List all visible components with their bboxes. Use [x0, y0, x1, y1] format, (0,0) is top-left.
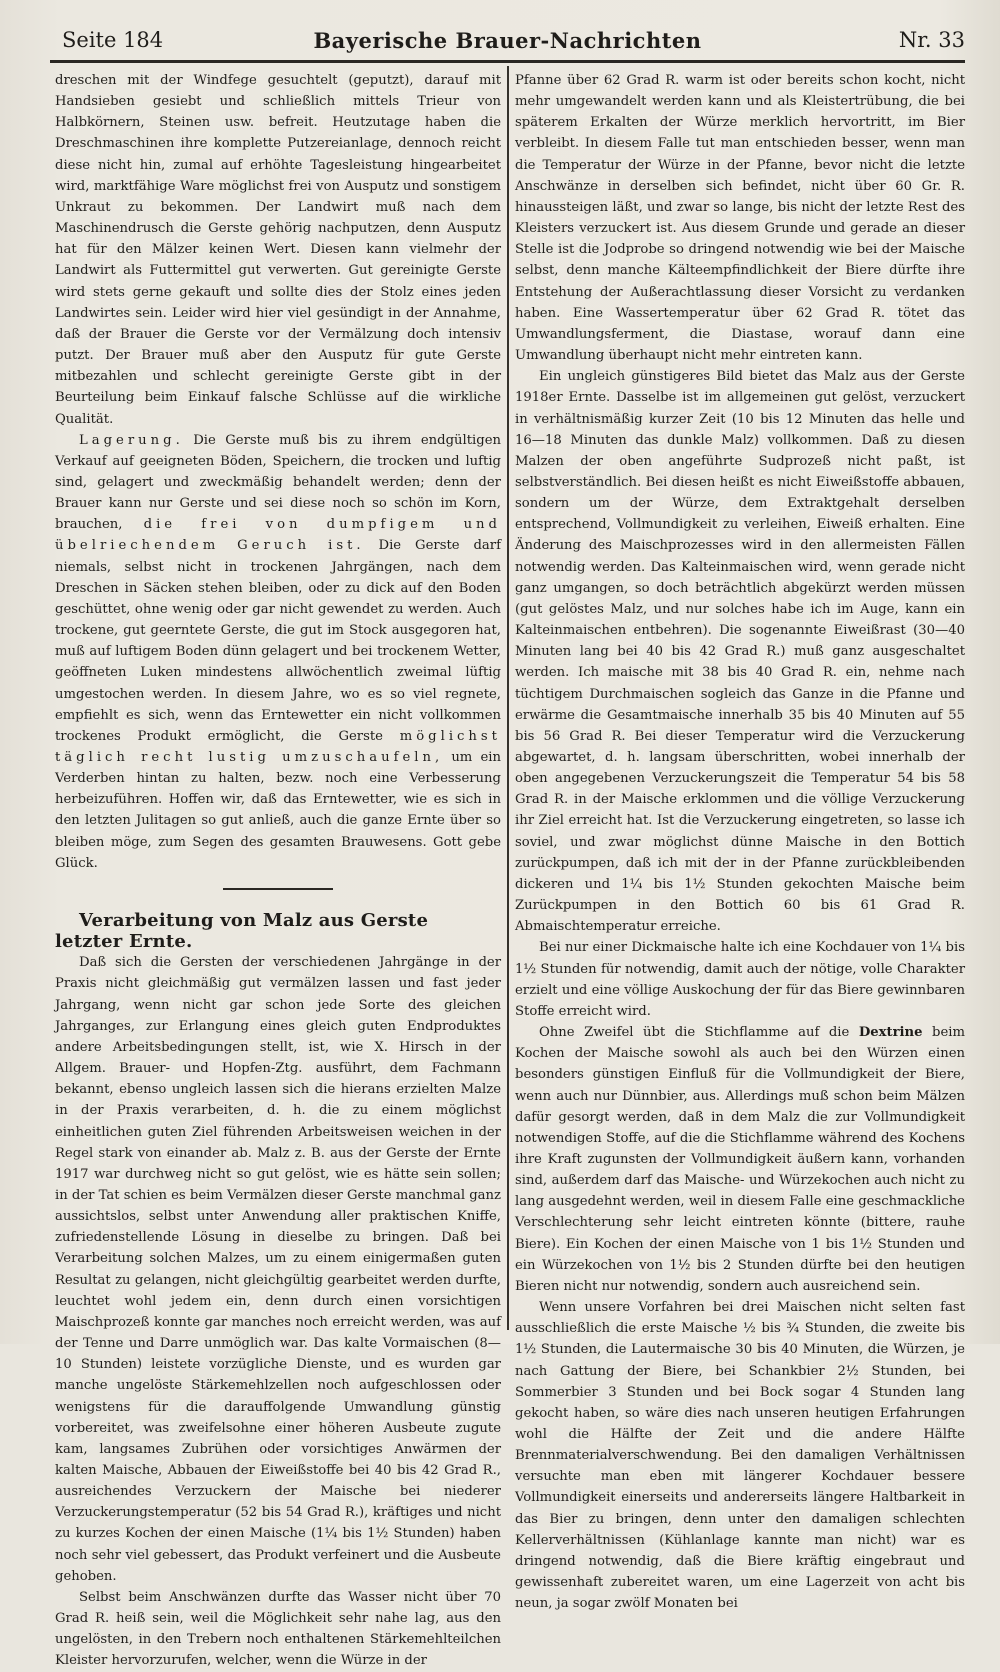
paragraph: Wenn unsere Vorfahren bei drei Maischen nicht selten fast ausschließlich die erste Maische ½ bis ¾ Stunden, die zweite bis 1½ Stunden, die Lautermaische 30 bis 40 Minuten, die Würzen, je nach Gattung der Biere, bei Schankbier 2½ Stunden, bei Sommerbier 3 Stunden und bei Bock sogar 4 Stunden lang gekocht haben, so wäre dies nach unseren heutigen Erfahrungen wohl die Hälfte der Zeit und die andere Hälfte Brennmaterialverschwendung. Bei den damaligen Verhältnissen versuchte man eben mit längerer Kochdauer bessere Vollmundigkeit einerseits und andererseits längere Haltbarkeit in das Bier zu bringen, denn unter den damaligen schlechten Kellerverhältnissen (Kühlanlage kannte man nicht) war es dringend notwendig, daß die Biere kräftig eingebraut und gewissenhaft zubereitet waren, um eine Lagerzeit von acht bis neun, ja sogar zwölf Monaten bei	[515, 1300, 965, 1612]
column-divider	[507, 66, 509, 1330]
text-run: beim Kochen der Maische sowohl als auch bei den Würzen einen besonders günstigen Einfluß für die Vollmundigkeit der Biere, wenn auch nur Dünnbier, aus. Allerdings muß schon beim Mälzen dafür gesorgt werden, daß in dem Malz die zur Vollmundigkeit notwendigen Stoffe, auf die die Stichflamme während des Kochens ihre Kraft zugunsten der Vollmundigkeit äußern kann, vorhanden sind, außerdem darf das Maische- und Würzekochen auch nicht zu lang ausgedehnt werden, weil in diesem Falle eine geschmackliche Verschlechterung sehr leicht eintreten könnte (bittere, rauhe Biere). Ein Kochen der einen Maische von 1 bis 1½ Stunden und ein Würzekochen von 1½ bis 2 Stunden dürfte bei den heutigen Bieren nicht nur notwendig, sondern auch ausreichend sein.	[515, 1025, 966, 1294]
page-header	[50, 28, 965, 62]
paragraph: Pfanne über 62 Grad R. warm ist oder bereits schon kocht, nicht mehr umgewandelt werden kann und als Kleistertrübung, die bei späterem Erkalten der Würze merklich hervortritt, im Bier verbleibt. In diesem Falle tut man entschieden besser, wenn man die Temperatur der Würze in der Pfanne, bevor nicht die letzte Anschwänze in derselben sich befindet, nicht über 60 Gr. R. hinaussteigen läßt, und zwar so lange, bis nicht der letzte Rest des Kleisters verzuckert ist. Aus diesem Grunde und gerade an dieser Stelle ist die Jodprobe so dringend notwendig wie bei der Maische selbst, denn manche Kälteempfindlichkeit der Biere dürfte ihre Entstehung der Außerachtlassung dieser Vorsicht zu verdanken haben. Eine Wassertemperatur über 62 Grad R. tötet das Umwandlungsferment, die Diastase, worauf dann eine Umwandlung überhaupt nicht mehr eintreten kann.	[515, 73, 965, 364]
paragraph: Daß sich die Gersten der verschiedenen Jahrgänge in der Praxis nicht gleichmäßig gut vermälzen lassen und fast jeder Jahrgang, wenn nicht gar schon jede Sorte des gleichen Jahrganges, zur Erlangung eines gleich guten Endproduktes andere Arbeitsbedingungen stellt, ist, wie X. Hirsch in der Allgem. Brauer- und Hopfen-Ztg. ausführt, dem Fachmann bekannt, ebenso ungleich lassen sich die hierans erzielten Malze in der Praxis verarbeiten, d. h. die zu einem möglichst einheitlichen guten Ziel führenden Arbeitsweisen weichen in der Regel stark von einander ab. Malz z. B. aus der Gerste der Ernte 1917 war durchweg nicht so gut gelöst, wie es hätte sein sollen; in der Tat schien es beim Vermälzen dieser Gerste manchmal ganz aussichtslos, selbst unter Anwendung aller praktischen Kniffe, zufriedenstellende Lösung in dieselbe zu bringen. Daß bei Verarbeitung solchen Malzes, um zu einem einigermaßen guten Resultat zu gelangen, nicht gleichgültig gearbeitet werden durfte, leuchtet wohl jedem ein, denn durch einen vorsichtigen Maischprozeß konnte gar manches noch erreicht werden, was auf der Tenne und Darre unmöglich war. Das kalte Vormaischen (8—10 Stunden) leistete vorzügliche Dienste, und es wurden gar manche ungelöste Stärkemehlzellen noch aufgeschlossen oder wenigstens für die darauffolgende Umwandlung günstig vorbereitet, was zweifelsohne einer höheren Ausbeute zugute kam, langsames Zubrühen oder vorsichtiges Anwärmen der kalten Maische, Abbauen der Eiweißstoffe bei 40 bis 42 Grad R., ausreichendes Verzuckern der Maische bei niederer Verzuckerungstemperatur (52 bis 54 Grad R.), kräftiges und nicht zu kurzes Kochen der einen Maische (1¼ bis 1½ Stunden) haben noch sehr viel gebessert, das Produkt verfeinert und die Ausbeute gehoben.	[55, 955, 501, 1584]
issue-number: Nr. 33	[898, 28, 965, 52]
text-run: um ein Verderben hintan zu halten, bezw. noch eine Verbesserung herbeizuführen. Hoffen wir, daß das Erntewetter, wie es sich in den letzten Julitagen so gut anließ, auch die ganze Ernte über so bleiben möge, zum Segen des gesamten Brauwesens. Gott gebe Glück.	[55, 750, 501, 871]
paragraph: Bei nur einer Dickmaische halte ich eine Kochdauer von 1¼ bis 1½ Stunden für notwendig, damit auch der nötige, volle Charakter erzielt und eine völlige Auskochung der für das Biere gewinnbaren Stoffe erreicht wird.	[515, 940, 965, 1019]
lead-word: Lagerung.	[79, 432, 184, 448]
right-column	[515, 70, 965, 1614]
page-number: Seite 184	[62, 28, 164, 52]
text-run: Die Gerste darf niemals, selbst nicht in trockenen Jahrgängen, nach dem Dreschen in Säcken stehen bleiben, oder zu dick auf den Boden geschüttet, ohne wenig oder gar nicht gewendet zu werden. Auch trockene, gut geerntete Gerste, die gut im Stock ausgegoren hat, muß auf luftigem Boden dünn gelagert und bei trockenem Wetter, geöffneten Luken mindestens allwöchentlich zweimal lüftig umgestochen werden. In diesem Jahre, wo es so viel regnete, empfiehlt es sich, wenn das Erntewetter ein nicht vollkommen trockenes Produkt ermöglicht, die Gerste	[55, 538, 501, 744]
text-run: Die Gerste muß bis zu ihrem endgültigen Verkauf auf geeigneten Böden, Speichern, die trocken und luftig sind, gelagert und zweckmäßig behandelt werden; denn der Brauer kann nur Gerste und sei diese noch so schön im Korn, brauchen,	[55, 432, 501, 533]
paragraph: Selbst beim Anschwänzen durfte das Wasser nicht über 70 Grad R. heiß sein, weil die Möglichkeit sehr nahe lag, aus den ungelösten, in den Trebern noch enthaltenen Stärkemehlteilchen Kleister hervorzurufen, welcher, wenn die Würze in der	[55, 1589, 501, 1669]
text-run: Ohne Zweifel übt die Stichflamme auf die	[539, 1025, 859, 1041]
paragraph: dreschen mit der Windfege gesuchtelt (geputzt), darauf mit Handsieben gesiebt und schließlich mittels Trieur von Halbkörnern, Steinen usw. befreit. Heutzutage haben die Dreschmaschinen ihre komplette Putzereianlage, dennoch reicht diese nicht hin, zumal auf erhöhte Tagesleistung hingearbeitet wird, marktfähige Ware möglichst frei von Ausputz und sonstigem Unkraut zu bekommen. Der Landwirt muß nach dem Maschinendrusch die Gerste gehörig nachputzen, denn Ausputz hat für den Mälzer keinen Wert. Diesen kann vielmehr der Landwirt als Futtermittel gut verwerten. Gut gereinigte Gerste wird stets gerne gekauft und sollte dies der Stolz eines jeden Landwirtes sein. Leider wird hier viel gesündigt in der Annahme, daß der Brauer die Gerste vor der Vermälzung doch intensiv putzt. Der Brauer muß aber den Ausputz für gute Gerste mitbezahlen und schlecht gereinigte Gerste gibt in der Beurteilung beim Einkauf falsche Schlüsse auf die wirkliche Qualität.	[55, 73, 501, 427]
emphasis-spaced: die frei von dumpfigem und übelriechendem Geruch ist.	[55, 517, 501, 554]
paragraph-lagerung	[55, 430, 501, 874]
bold-term: Dextrine	[858, 1025, 923, 1041]
article-heading: Verarbeitung von Malz aus Gerste letzter Ernte.	[55, 909, 429, 953]
left-column	[55, 70, 501, 1672]
section-divider	[223, 888, 333, 890]
paragraph: Ein ungleich günstigeres Bild bietet das Malz aus der Gerste 1918er Ernte. Dasselbe ist im allgemeinen gut gelöst, verzuckert in verhältnismäßig kurzer Zeit (10 bis 12 Minuten das helle und 16—18 Minuten das dunkle Malz) vollkommen. Daß zu diesen Malzen der oben angeführte Sudprozeß nicht paßt, ist selbstverständlich. Bei diesen heißt es nicht Eiweißstoffe abbauen, sondern um der Würze, dem Extraktgehalt derselben entsprechend, Vollmundigkeit zu verleihen, Eiweiß erhalten. Eine Änderung des Maischprozesses wird in den allermeisten Fällen notwendig werden. Das Kalteinmaischen wird, wenn gerade nicht ganz umgangen, so doch beträchtlich abgekürzt werden müssen (gut gelöstes Malz, und nur solches habe ich im Auge, kann ein Kalteinmaischen entbehren). Die sogenannte Eiweißrast (30—40 Minuten lang bei 40 bis 42 Grad R.) muß ganz ausgeschaltet werden. Ich maische mit 38 bis 40 Grad R. ein, nehme nach tüchtigem Durchmaischen sogleich das Ganze in die Pfanne und erwärme die Gesamtmaische innerhalb 35 bis 40 Minuten auf 55 bis 56 Grad R. Bei dieser Temperatur wird die Verzuckerung abgewartet, d. h. langsam überschritten, wobei innerhalb der oben angegebenen Verzuckerungszeit die Temperatur 54 bis 58 Grad R. in der Maische erklommen und die völlige Verzuckerung ihr Ziel erreicht hat. Ist die Verzuckerung eingetreten, so lasse ich soviel, und zwar möglichst dünne Maische in den Bottich zurückpumpen, daß ich mit der in der Pfanne zurückbleibenden dickeren und 1¼ bis 1½ Stunden gekochten Maische beim Zurückpumpen in den Bottich 60 bis 61 Grad R. Abmaischtemperatur erreiche.	[515, 369, 965, 935]
publication-title: Bayerische Brauer-Nachrichten	[313, 28, 702, 53]
emphasis-spaced: möglichst täglich recht lustig umzuschaufeln,	[55, 728, 501, 765]
header-rule	[50, 60, 965, 63]
paragraph-dextrine	[515, 1022, 965, 1297]
